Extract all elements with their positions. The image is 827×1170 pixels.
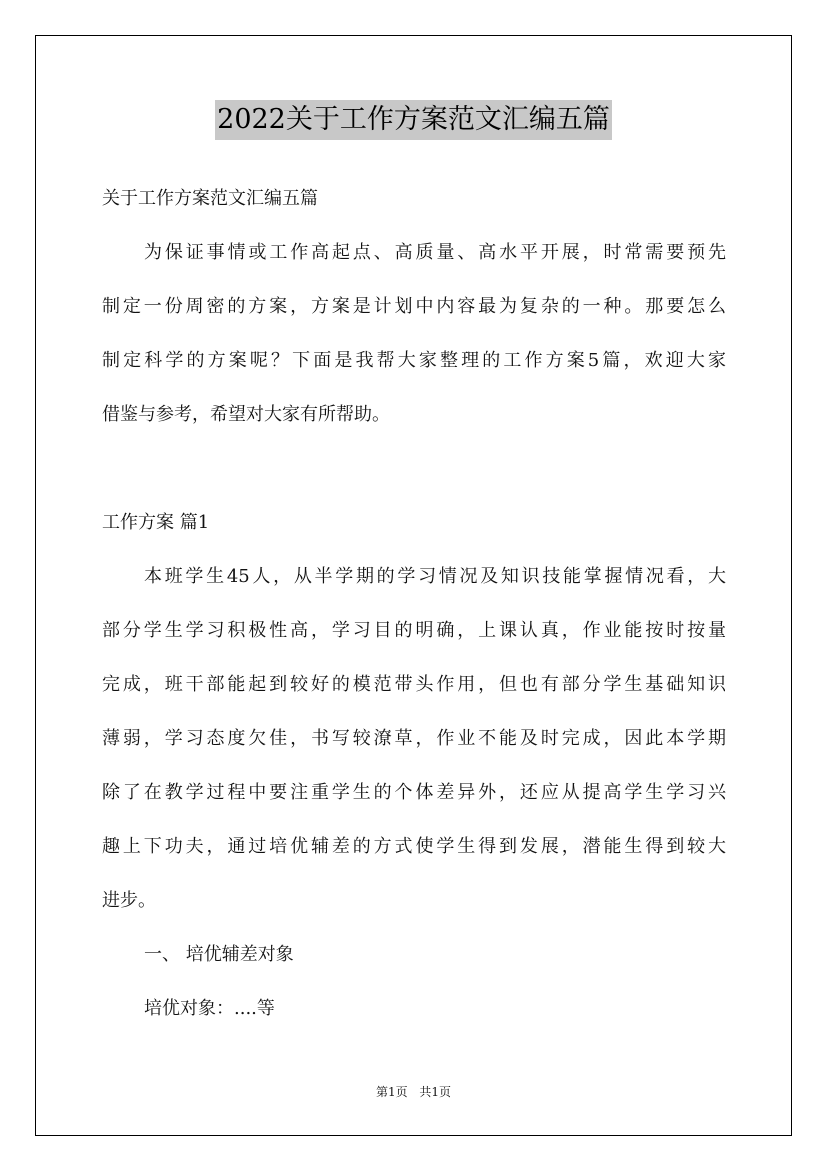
intro-line: 制定科学的方案呢？下面是我帮大家整理的工作方案5篇，欢迎大家 [102,350,726,371]
document-title: 2022关于工作方案范文汇编五篇 [215,100,612,140]
section-heading: 工作方案 篇1 [102,512,210,533]
title-container [0,100,827,140]
list-heading: 一、 培优辅差对象 [144,944,294,965]
body-line: 趣上下功夫，通过培优辅差的方式使学生得到发展，潜能生得到较大 [102,836,726,857]
page-number-total: 共1页 [419,1085,452,1099]
intro-line: 借鉴与参考，希望对大家有所帮助。 [102,404,390,425]
body-line: 除了在教学过程中要注重学生的个体差异外，还应从提高学生学习兴 [102,782,726,803]
page-number-current: 第1页 [375,1085,408,1099]
body-line: 薄弱，学习态度欠佳，书写较潦草，作业不能及时完成，因此本学期 [102,728,726,749]
blank-line [102,442,726,496]
document-subtitle: 关于工作方案范文汇编五篇 [102,188,318,209]
body-line: 部分学生学习积极性高，学习目的明确，上课认真，作业能按时按量 [102,620,726,641]
intro-line: 制定一份周密的方案，方案是计划中内容最为复杂的一种。那要怎么 [102,296,726,317]
body-line: 本班学生45人，从半学期的学习情况及知识技能掌握情况看，大 [144,566,726,587]
intro-line: 为保证事情或工作高起点、高质量、高水平开展，时常需要预先 [144,242,726,263]
body-line: 完成，班干部能起到较好的模范带头作用，但也有部分学生基础知识 [102,674,726,695]
document-body [102,172,726,1036]
page-footer [0,1083,827,1100]
list-item: 培优对象：....等 [144,998,275,1019]
body-line: 进步。 [102,890,156,911]
